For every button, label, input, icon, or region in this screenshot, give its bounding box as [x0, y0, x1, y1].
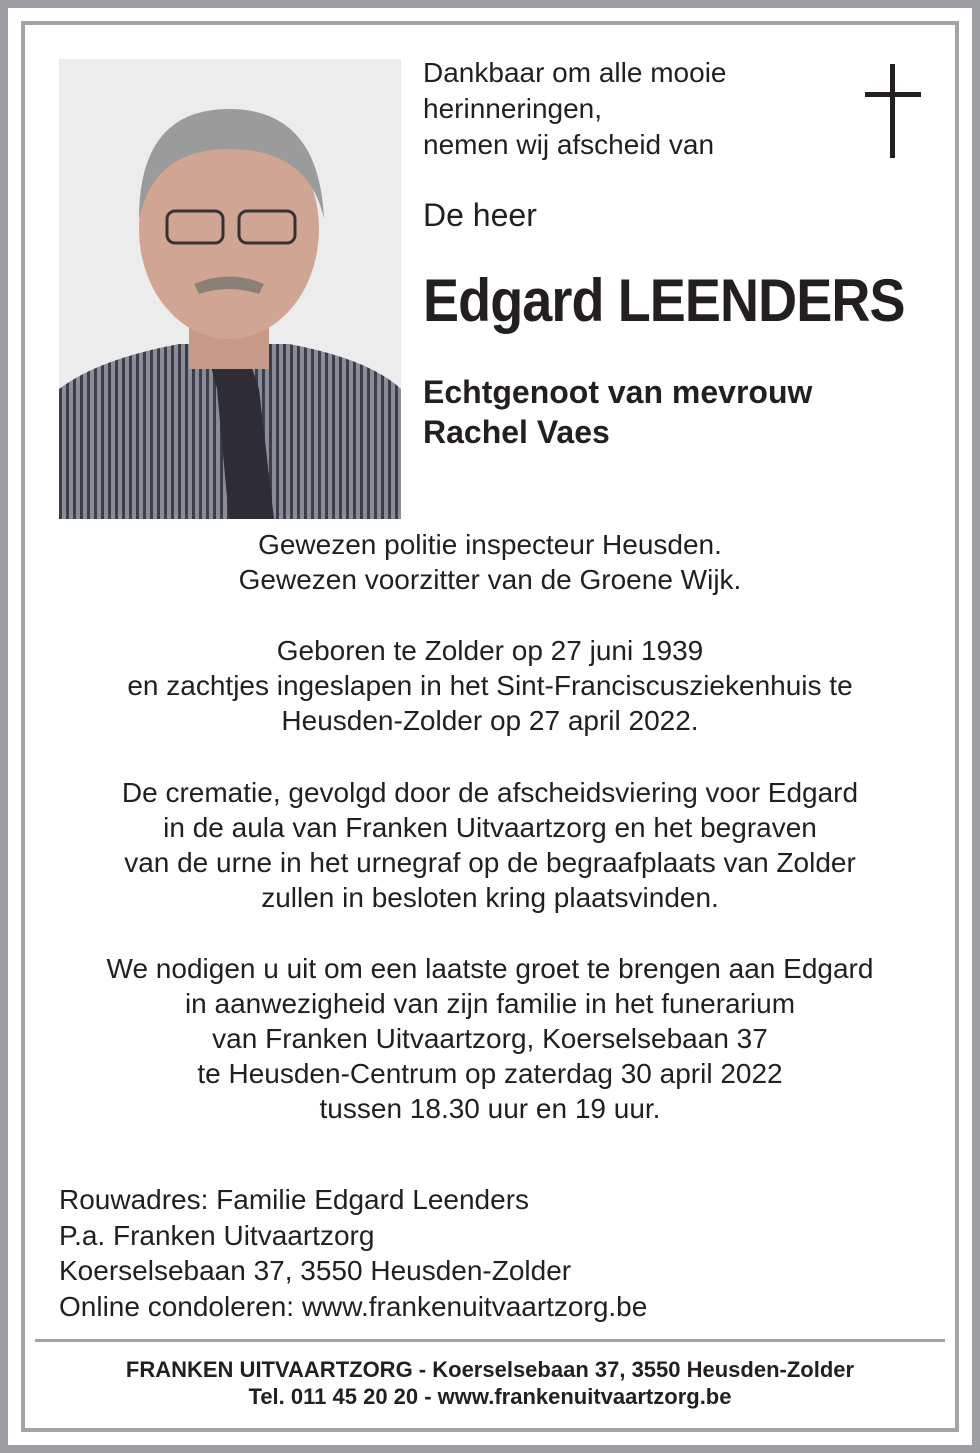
condolence-link[interactable]: Online condoleren: www.frankenuitvaartzorg.be — [59, 1290, 648, 1322]
intro-text — [423, 55, 727, 163]
text-line: in aanwezigheid van zijn familie in het funerarium — [184, 988, 796, 1019]
spouse-text — [423, 372, 812, 452]
cross-icon — [865, 64, 921, 158]
deceased-name: Edgard LEENDERS — [423, 267, 905, 334]
roles-paragraph — [30, 527, 950, 597]
text-line: in de aula van Franken Uitvaartzorg en het begraven — [163, 812, 817, 843]
visit-paragraph — [30, 951, 950, 1126]
funeral-home-footer — [30, 1356, 950, 1410]
birth-death-paragraph — [30, 633, 950, 738]
text-line: tussen 18.30 uur en 19 uur. — [319, 1093, 661, 1124]
text-line: zullen in besloten kring plaatsvinden. — [261, 882, 719, 913]
text-line: Heusden-Zolder op 27 april 2022. — [281, 705, 699, 736]
footer-line: FRANKEN UITVAARTZORG - Koerselsebaan 37, 3550 Heusden-Zolder — [125, 1357, 855, 1382]
text-line: Gewezen voorzitter van de Groene Wijk. — [238, 564, 742, 595]
address-line: Koerselsebaan 37, 3550 Heusden-Zolder — [59, 1255, 572, 1286]
text-line: Gewezen politie inspecteur Heusden. — [258, 529, 722, 560]
text-line: en zachtjes ingeslapen in het Sint-Franciscusziekenhuis te — [127, 670, 853, 701]
address-line: Rouwadres: Familie Edgard Leenders — [59, 1184, 530, 1215]
honorific: De heer — [423, 197, 537, 233]
spouse-line: Rachel Vaes — [423, 414, 610, 450]
portrait-photo — [59, 59, 401, 519]
intro-line: nemen wij afscheid van — [423, 129, 715, 160]
divider — [35, 1339, 945, 1342]
spouse-line: Echtgenoot van mevrouw — [423, 374, 813, 410]
text-line: van Franken Uitvaartzorg, Koerselsebaan 37 — [212, 1023, 768, 1054]
text-line: De crematie, gevolgd door de afscheidsviering voor Edgard — [121, 777, 859, 808]
ceremony-paragraph — [30, 775, 950, 915]
text-line: van de urne in het urnegraf op de begraafplaats van Zolder — [124, 847, 856, 878]
text-line: We nodigen u uit om een laatste groet te brengen aan Edgard — [106, 953, 874, 984]
footer-contact[interactable]: Tel. 011 45 20 20 - www.frankenuitvaartzorg.be — [248, 1384, 732, 1409]
text-line: Geboren te Zolder op 27 juni 1939 — [276, 635, 704, 666]
text-line: te Heusden-Centrum op zaterdag 30 april 2022 — [197, 1058, 783, 1089]
address-line: P.a. Franken Uitvaartzorg — [59, 1219, 375, 1251]
intro-line: herinneringen, — [423, 93, 603, 124]
intro-line: Dankbaar om alle mooie — [423, 57, 727, 88]
mourning-address — [59, 1182, 647, 1324]
